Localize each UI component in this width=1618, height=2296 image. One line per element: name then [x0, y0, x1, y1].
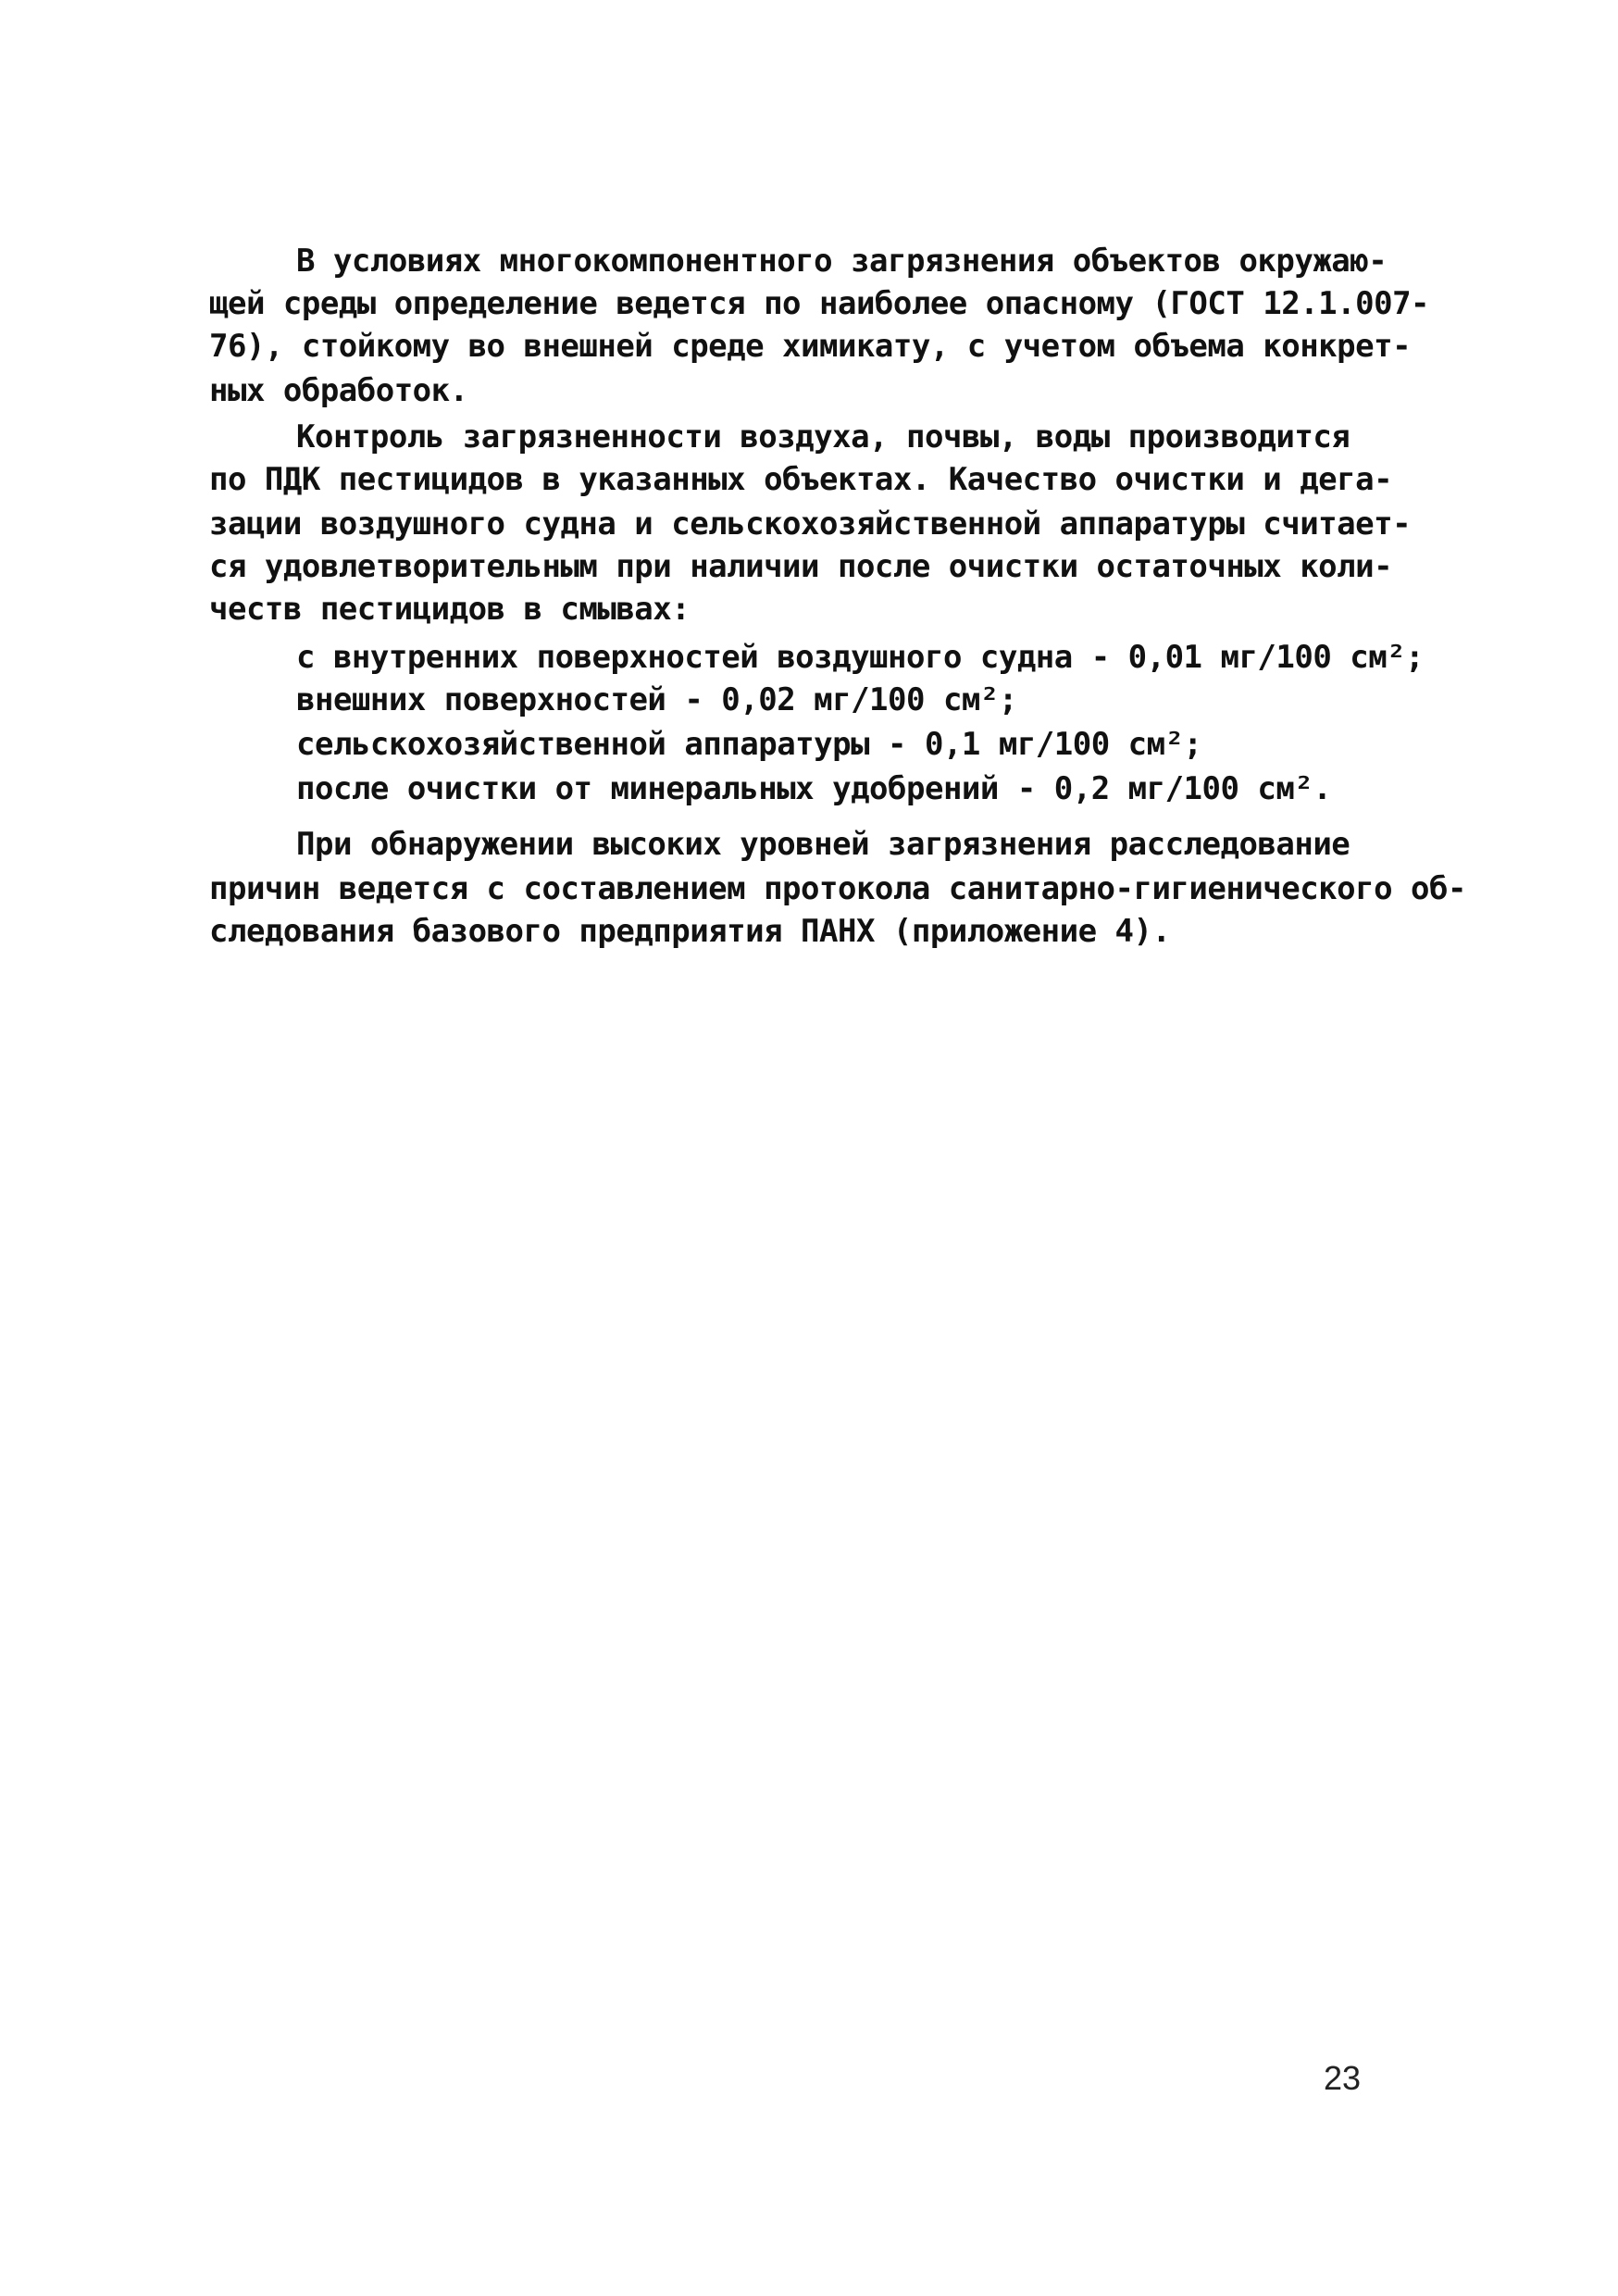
paragraph-1-line-3: 76), стойкому во внешней среде химикату, с учетом объема конкрет- — [209, 328, 1412, 365]
paragraph-1-line-1: В условиях многокомпонентного загрязнения объектов окружаю- — [296, 243, 1388, 280]
paragraph-3-line-3: следования базового предприятия ПАНХ (приложение 4). — [209, 913, 1171, 950]
paragraph-2-line-5: честв пестицидов в смывах: — [209, 591, 691, 628]
paragraph-3-line-1: При обнаружении высоких уровней загрязнения расследование — [296, 826, 1350, 863]
paragraph-2-line-2: по ПДК пестицидов в указанных объектах. Качество очистки и дега- — [209, 461, 1393, 498]
page-number: 23 — [1324, 2059, 1362, 2097]
paragraph-2-line-1: Контроль загрязненности воздуха, почвы, воды производится — [296, 418, 1350, 455]
list-item-mineral-fertilizers: после очистки от минеральных удобрений - 0,2 мг/100 см². — [296, 770, 1332, 807]
paragraph-2-line-4: ся удовлетворительным при наличии после очистки остаточных коли- — [209, 548, 1393, 585]
list-item-agricultural-equipment: сельскохозяйственной аппаратуры - 0,1 мг/100 см²; — [296, 726, 1202, 763]
paragraph-2-line-3: зации воздушного судна и сельскохозяйственной аппаратуры считает- — [209, 505, 1412, 543]
paragraph-3-line-2: причин ведется с составлением протокола санитарно-гигиенического об- — [209, 870, 1466, 907]
paragraph-1-line-2: щей среды определение ведется по наиболее опасному (ГОСТ 12.1.007- — [209, 285, 1430, 322]
paragraph-1-line-4: ных обработок. — [209, 372, 468, 409]
list-item-outer-surfaces: внешних поверхностей - 0,02 мг/100 см²; — [296, 681, 1017, 718]
list-item-inner-surfaces: с внутренних поверхностей воздушного судна - 0,01 мг/100 см²; — [296, 639, 1425, 676]
